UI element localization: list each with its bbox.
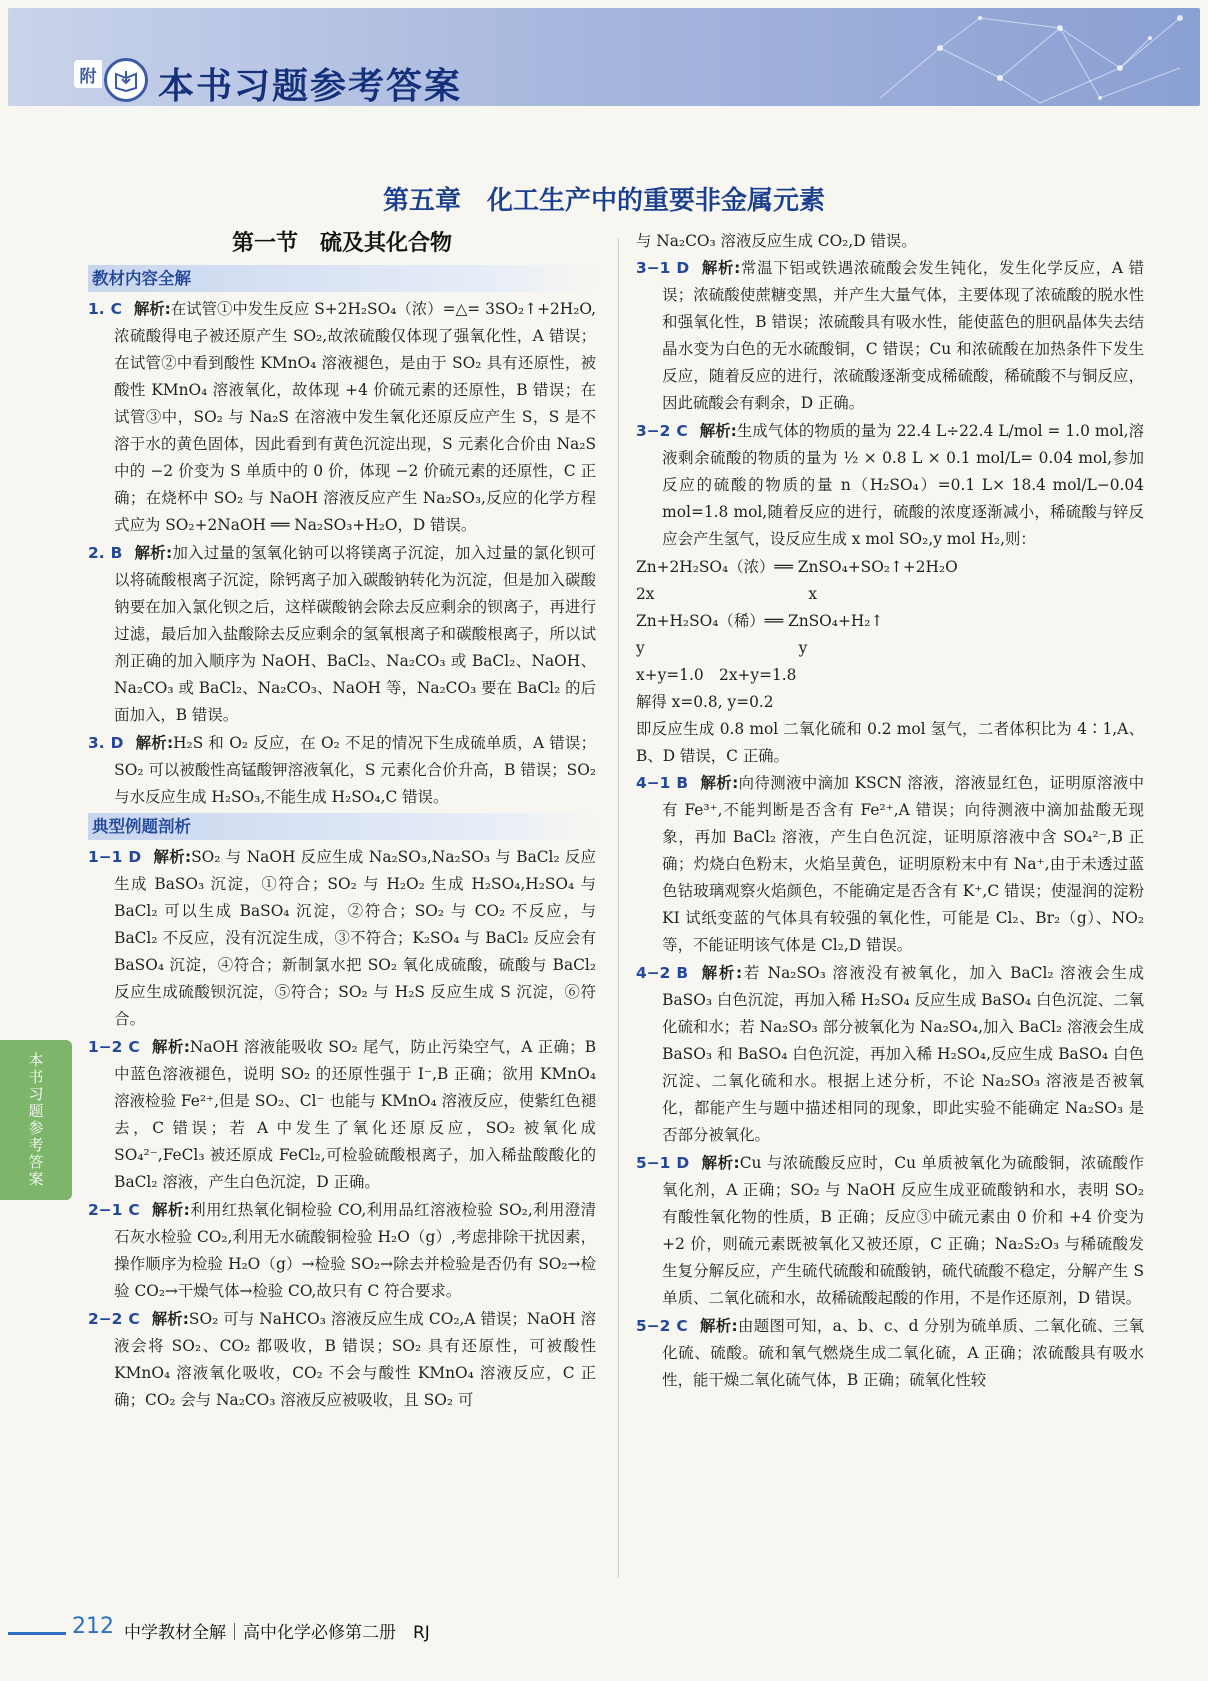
answer-item: 5−1 D 解析:Cu 与浓硫酸反应时，Cu 单质被氧化为硫酸铜，浓硫酸作氧化剂，A 正确；SO₂ 与 NaOH 反应生成亚硫酸钠和水，表明 SO₂ 有酸性氧化物的性质，B 正确；反应③中硫元素由 0 价和 +4 价变为 +2 价，则硫元素既被氧化又被还原，C 正确；Na₂S₂O₃ 与稀硫酸发生复分解反应，产生硫代硫酸和硫酸钠，硫代硫酸不稳定，分解产生 S 单质、二氧化硫和水，故稀硫酸起酸的作用，不是作还原剂，D 错误。 xyxy=(636,1154,1144,1307)
answer-item: 5−2 C 解析:由题图可知，a、b、c、d 分别为硫单质、二氧化硫、三氧化硫、硫酸。硫和氧气燃烧生成二氧化硫，A 正确；浓硫酸具有吸水性，能干燥二氧化硫气体，B 正确；硫氧化性较 xyxy=(636,1317,1144,1389)
answer-item: 4−2 B 解析:若 Na₂SO₃ 溶液没有被氧化，加入 BaCl₂ 溶液会生成 BaSO₃ 白色沉淀，再加入稀 H₂SO₄ 反应生成 BaSO₄ 白色沉淀、二氧化硫和水；若 Na₂SO₃ 部分被氧化为 Na₂SO₄,加入 BaCl₂ 溶液会生成 BaSO₃ 和 BaSO₄ 白色沉淀，再加入稀 H₂SO₄,反应生成 BaSO₄ 白色沉淀、二氧化硫和水。根据上述分析，不论 Na₂SO₃ 溶液是否被氧化，都能产生与题中描述相同的现象，即此实验不能确定 Na₂SO₃ 是否部分被氧化。 xyxy=(636,964,1145,1144)
section-title: 第一节 硫及其化合物 xyxy=(231,230,452,256)
network-decoration-icon xyxy=(680,8,1200,106)
subheading-examples: 典型例题剖析 xyxy=(88,813,596,840)
page-footer xyxy=(0,1612,1208,1652)
answer-item: 2−2 C 解析:SO₂ 可与 NaHCO₃ 溶液反应生成 CO₂,A 错误；NaOH 溶液会将 SO₂、CO₂ 都吸收，B 错误；SO₂ 具有还原性，可被酸性 KMnO₄ 溶液氧化吸收，CO₂ 不会与酸性 KMnO₄ 溶液反应，C 正确；CO₂ 会与 Na₂CO₃ 溶液反应被吸收，且 SO₂ 可 xyxy=(88,1310,596,1409)
side-tab: 本书习题参考答案 xyxy=(0,1040,72,1200)
left-column xyxy=(88,228,596,1415)
answer-item: 1−2 C 解析:NaOH 溶液能吸收 SO₂ 尾气，防止污染空气，A 正确；B 中蓝色溶液褪色，说明 SO₂ 的还原性强于 I⁻,B 正确；欲用 KMnO₄ 溶液检验 Fe²⁺,但是 SO₂、Cl⁻ 也能与 KMnO₄ 溶液反应，使紫红色褪去，C 错误；若 A 中发生了氧化还原反应，SO₂ 被氧化成 SO₄²⁻,FeCl₃ 被还原成 FeCl₂,可检验硫酸根离子，加入稀盐酸酸化的 BaCl₂ 溶液，产生白色沉淀，D 正确。 xyxy=(88,1038,597,1191)
answer-item: 1−1 D 解析:SO₂ 与 NaOH 反应生成 Na₂SO₃,Na₂SO₃ 与 BaCl₂ 反应生成 BaSO₃ 沉淀，①符合；SO₂ 与 H₂O₂ 生成 H₂SO₄,H₂SO₄ 与 BaCl₂ 可以生成 BaSO₄ 沉淀，②符合；SO₂ 与 CO₂ 不反应，与 BaCl₂ 不反应，没有沉淀生成，③不符合；K₂SO₄ 与 BaCl₂ 反应会有 BaSO₄ 沉淀，④符合；新制氯水把 SO₂ 氧化成硫酸，硫酸与 BaCl₂ 反应生成硫酸钡沉淀，⑤符合；SO₂ 与 H₂S 反应生成 S 沉淀，⑥符合。 xyxy=(88,848,597,1028)
answer-item: 3−2 C 解析:生成气体的物质的量为 22.4 L÷22.4 L/mol = 1.0 mol,溶液剩余硫酸的物质的量为 ½ × 0.8 L × 0.1 mol/L= 0.04 mol,参加反应的硫酸的物质的量 n（H₂SO₄）=0.1 L× 18.4 mol/L−0.04 mol=1.8 mol,随着反应的进行，硫酸的浓度逐渐减小，稀硫酸与锌反应会产生氢气，设反应生成 x mol SO₂,y mol H₂,则： xyxy=(636,422,1145,548)
footer-book-title: 中学教材全解｜高中化学必修第二册 RJ xyxy=(124,1623,430,1643)
answer-item: 4−1 B 解析:向待测液中滴加 KSCN 溶液，溶液显红色，证明原溶液中有 Fe³⁺,不能判断是否含有 Fe²⁺,A 错误；向待测液中滴加盐酸无现象，再加 BaCl₂ 溶液，产生白色沉淀，证明原溶液中含 SO₄²⁻,B 正确；灼烧白色粉末，火焰呈黄色，证明原粉末中有 Na⁺,由于未透过蓝色钴玻璃观察火焰颜色，不能确定是否含有 K⁺,C 错误；使湿润的淀粉 KI 试纸变蓝的气体具有较强的氧化性，可能是 Cl₂、Br₂（g）、NO₂ 等，不能证明该气体是 Cl₂,D 错误。 xyxy=(636,774,1144,954)
equation: Zn+2H₂SO₄（浓）══ ZnSO₄+SO₂↑+2H₂O xyxy=(636,558,958,576)
answer-item: 2−1 C 解析:利用红热氧化铜检验 CO,利用品红溶液检验 SO₂,利用澄清石灰水检验 CO₂,利用无水硫酸铜检验 H₂O（g）,考虑排除干扰因素，操作顺序为检验 H₂O（g）→检验 SO₂→除去并检验是否仍有 SO₂→检验 CO₂→干燥气体→检验 CO,故只有 C 符合要求。 xyxy=(88,1201,596,1300)
right-column xyxy=(636,228,1144,1395)
column-divider xyxy=(618,238,619,1578)
subheading-textbook: 教材内容全解 xyxy=(88,265,596,292)
answer-item: 2. B 解析:加入过量的氢氧化钠可以将镁离子沉淀，加入过量的氯化钡可以将硫酸根离子沉淀，除钙离子加入碳酸钠转化为沉淀，但是加入碳酸钠要在加入氯化钡之后，这样碳酸钠会除去反应剩余的钡离子，再进行过滤，最后加入盐酸除去反应剩余的氢氧根离子和碳酸根离子，所以试剂正确的加入顺序为 NaOH、BaCl₂、Na₂CO₃ 或 BaCl₂、NaOH、Na₂CO₃ 或 BaCl₂、Na₂CO₃、NaOH 等，Na₂CO₃ 要在 BaCl₂ 的后面加入，B 错误。 xyxy=(88,544,596,724)
page-number: 212 xyxy=(72,1614,114,1639)
chapter-title: 第五章 化工生产中的重要非金属元素 xyxy=(382,186,825,216)
header-banner xyxy=(8,8,1200,106)
equation: Zn+H₂SO₄（稀）══ ZnSO₄+H₂↑ xyxy=(636,612,884,630)
answer-item: 1. C 解析:在试管①中发生反应 S+2H₂SO₄（浓）=△= 3SO₂↑+2H₂O,浓硫酸得电子被还原产生 SO₂,故浓硫酸仅体现了强氧化性，A 错误；在试管②中看到酸性 KMnO₄ 溶液褪色，是由于 SO₂ 具有还原性，被酸性 KMnO₄ 溶液氧化，故体现 +4 价硫元素的还原性，B 错误；在试管③中，SO₂ 与 Na₂S 在溶液中发生氧化还原反应产生 S，S 是不溶于水的黄色固体，因此看到有黄色沉淀出现，S 元素化合价由 Na₂S 中的 −2 价变为 S 单质中的 0 价，体现 −2 价硫元素的还原性，C 正确；在烧杯中 SO₂ 与 NaOH 溶液反应产生 Na₂SO₃,反应的化学方程式应为 SO₂+2NaOH ══ Na₂SO₃+H₂O，D 错误。 xyxy=(88,300,596,534)
page-header-title: 本书习题参考答案 xyxy=(158,66,463,106)
equation: 2x x xyxy=(636,585,818,603)
continued-text: 与 Na₂CO₃ 溶液反应生成 CO₂,D 错误。 xyxy=(636,232,917,250)
equation: y y xyxy=(636,639,808,657)
equation: x+y=1.0 2x+y=1.8 xyxy=(636,666,797,684)
book-icon xyxy=(104,58,148,102)
answer-item: 3−1 D 解析:常温下铝或铁遇浓硫酸会发生钝化，发生化学反应，A 错误；浓硫酸使蔗糖变黑，并产生大量气体，主要体现了浓硫酸的脱水性和强氧化性，B 错误；浓硫酸具有吸水性，能使蓝色的胆矾晶体失去结晶水变为白色的无水硫酸铜，C 错误；Cu 和浓硫酸在加热条件下发生反应，随着反应的进行，浓硫酸逐渐变成稀硫酸，稀硫酸不与铜反应，因此硫酸会有剩余，D 正确。 xyxy=(636,259,1144,412)
equation: 解得 x=0.8, y=0.2 xyxy=(636,693,774,711)
footer-rule xyxy=(8,1632,66,1635)
answer-conclusion: 即反应生成 0.8 mol 二氧化硫和 0.2 mol 氢气，二者体积比为 4∶1,A、B、D 错误，C 正确。 xyxy=(636,720,1144,765)
answer-item: 3. D 解析:H₂S 和 O₂ 反应，在 O₂ 不足的情况下生成硫单质，A 错误；SO₂ 可以被酸性高锰酸钾溶液氧化，S 元素化合价升高，B 错误；SO₂ 与水反应生成 H₂SO₃,不能生成 H₂SO₄,C 错误。 xyxy=(88,734,596,806)
appendix-tag: 附 xyxy=(74,60,102,88)
